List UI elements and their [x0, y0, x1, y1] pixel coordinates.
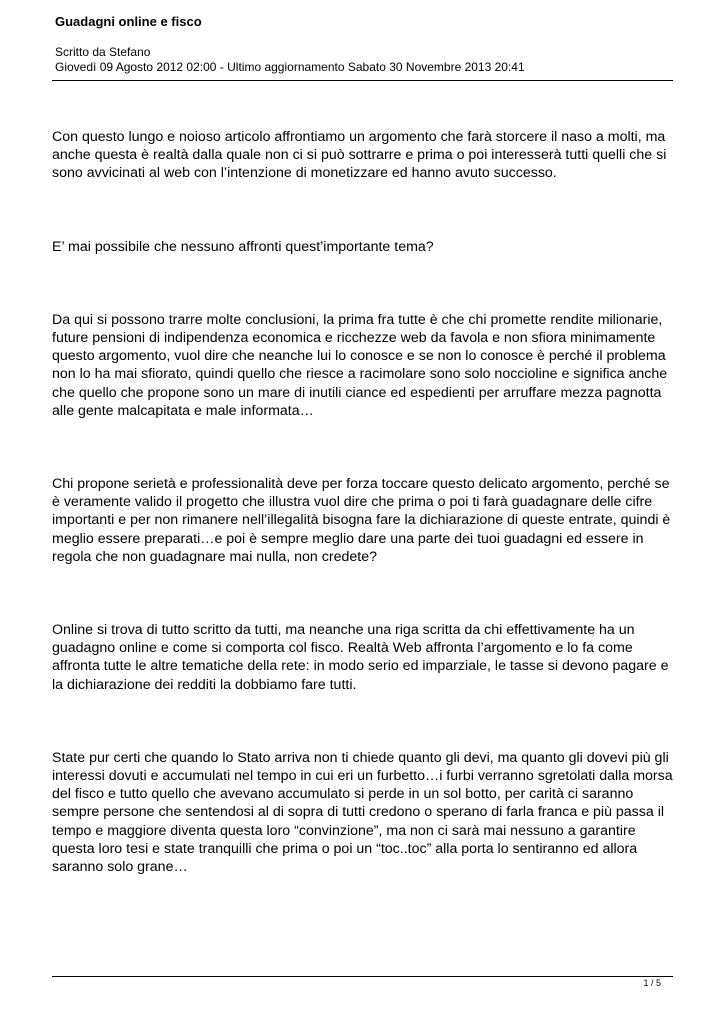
article-body [52, 128, 677, 876]
document-title: Guadagni online e fisco [55, 14, 202, 29]
header-divider [52, 80, 673, 81]
paragraph: Con questo lungo e noioso articolo affrontiamo un argomento che farà storcere il naso a molti, ma anche questa è realtà dalla quale non ci si può sottrarre e prima o poi interesserà tutti quelli che si sono avvicinati al web con l’intenzione di monetizzare ed hanno avuto successo. [52, 129, 667, 182]
paragraph: Chi propone serietà e professionalità deve per forza toccare questo delicato argomento, perché se è veramente valido il progetto che illustra vuol dire che prima o poi ti farà guadagnare delle cifre importanti e per non rimanere nell’illegalità bisogna fare la dichiarazione di queste entrate, quindi è meglio essere preparati…e poi è sempre meglio dare una parte dei tuoi guadagni ed essere in regola che non guadagnare mai nulla, non credete? [52, 476, 671, 565]
author-line: Scritto da Stefano [55, 45, 151, 59]
footer-divider [52, 976, 673, 977]
paragraph: Da qui si possono trarre molte conclusioni, la prima fra tutte è che chi promette rendite milionarie, future pensioni di indipendenza economica e ricchezze web da favola e non sfiora minimamente questo argomento, vuol dire che neanche lui lo conosce e se non lo conosce è perché il problema non lo ha mai sfiorato, quindi quello che riesce a racimolare sono solo noccioline e significa anche che quello che propone sono un mare di inutili ciance ed espedienti per arruffare mezza pagnotta alle gente malcapitata e male informata… [52, 311, 668, 419]
page-number: 1 / 5 [643, 978, 661, 988]
paragraph: Online si trova di tutto scritto da tutti, ma neanche una riga scritta da chi effettivamente ha un guadagno online e come si comporta col fisco. Realtà Web affronta l’argomento e lo fa come affronta tutte le altre tematiche della rete: in modo serio ed imparziale, le tasse si devono pagare e la dichiarazione dei redditi la dobbiamo fare tutti. [52, 622, 669, 693]
paragraph: State pur certi che quando lo Stato arriva non ti chiede quanto gli devi, ma quanto gli dovevi più gli interessi dovuti e accumulati nel tempo in cui eri un furbetto…i furbi verranno sgretolati dalla morsa del fisco e tutto quello che avevano accumulato si perde in un sol botto, per carità ci saranno sempre persone che sentendosi al di sopra di tutti credono o sperano di farla franca e più passa il tempo e maggiore diventa questa loro “convinzione”, ma non ci sarà mai nessuno a garantire questa loro tesi e state tranquilli che prima o poi un “toc..toc” alla porta lo sentiranno ed allora saranno solo grane… [52, 749, 673, 876]
document-meta [55, 45, 673, 75]
dates-line: Giovedì 09 Agosto 2012 02:00 - Ultimo aggiornamento Sabato 30 Novembre 2013 20:41 [55, 60, 525, 74]
document-header [55, 14, 673, 75]
paragraph: E’ mai possibile che nessuno affronti quest’importante tema? [52, 238, 434, 255]
